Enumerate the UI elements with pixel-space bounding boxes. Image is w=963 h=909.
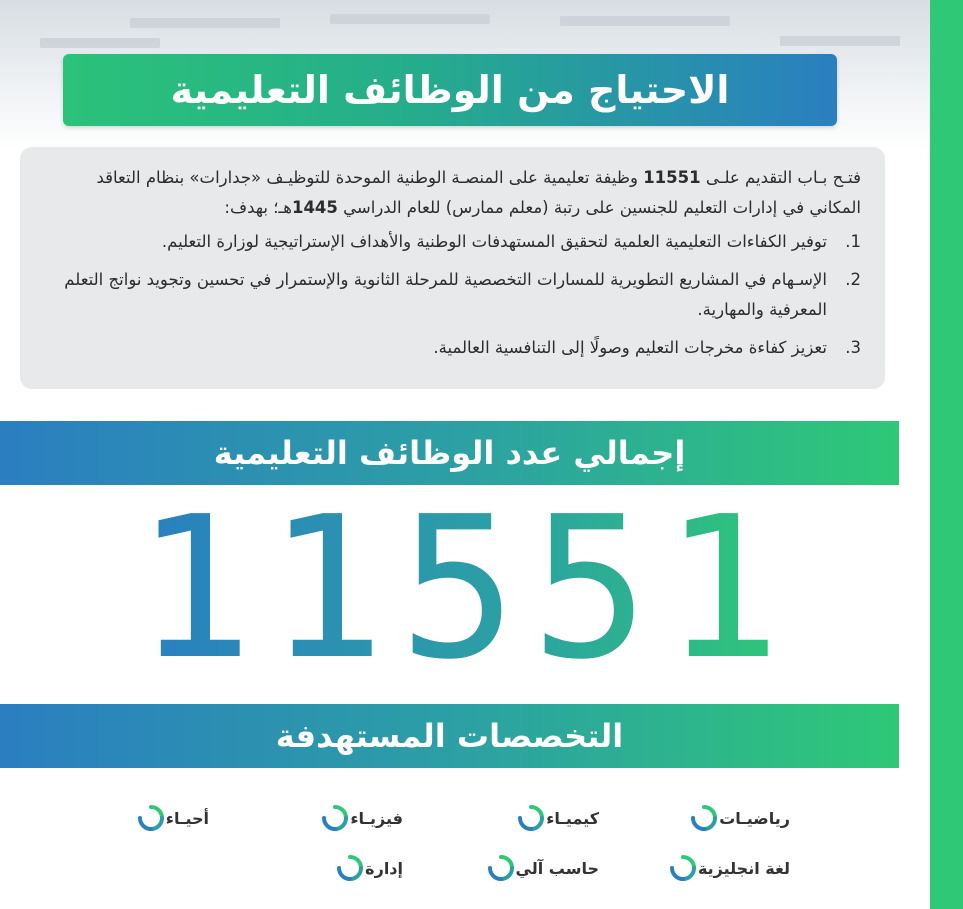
- specialty-label: إدارة: [365, 858, 403, 878]
- list-item: [42, 333, 861, 363]
- specialty-label: لغة انجليزية: [697, 858, 790, 878]
- total-value-display: [0, 475, 930, 703]
- ring-icon: [320, 803, 350, 833]
- ring-icon: [516, 803, 546, 833]
- specialty-label: رياضيـات: [719, 808, 790, 828]
- total-value: 11551: [134, 475, 796, 703]
- desk-shape: [560, 16, 730, 26]
- intro-text: وظيفة تعليمية على المنصـة الوطنية الموحدة للتوظيـف «جدارات» بنظام التعاقد المكاني في إدارات التعليم للجنسين على رتبة (معلم ممارس) للعام الدراسي: [96, 168, 861, 217]
- desk-shape: [130, 18, 280, 28]
- goals-list: [42, 227, 861, 363]
- ring-icon: [486, 853, 516, 883]
- total-value-graphic: [105, 475, 825, 703]
- goal-number: 2.: [845, 270, 861, 289]
- specialty-item-english: [668, 853, 798, 883]
- specialty-label: فيزيـاء: [350, 808, 403, 828]
- total-heading: إجمالي عدد الوظائف التعليمية: [213, 434, 686, 472]
- specialty-item-computer: [486, 853, 607, 883]
- goal-text: توفير الكفاءات التعليمية العلمية لتحقيق المستهدفات الوطنية والأهداف الإستراتيجية لوزارة التعليم.: [161, 232, 827, 251]
- accent-side-bar: [930, 0, 963, 909]
- goal-text: الإسـهام في المشاريع التطويرية للمسارات التخصصية للمرحلة الثانوية والإستمرار في تحسين وتجويد نواتج التعلم المعرفية والمهارية.: [64, 270, 827, 319]
- list-item: [42, 227, 861, 257]
- specialty-item-biology: [136, 803, 217, 833]
- specialty-label: كيميـاء: [546, 808, 599, 828]
- goal-number: 1.: [845, 232, 861, 251]
- intro-count: 11551: [643, 168, 701, 187]
- ring-icon: [689, 803, 719, 833]
- info-card: [20, 147, 885, 389]
- specialty-item-administration: [335, 853, 411, 883]
- ring-icon: [335, 853, 365, 883]
- ring-icon: [136, 803, 166, 833]
- goal-text: تعزيز كفاءة مخرجات التعليم وصولًا إلى التنافسية العالمية.: [433, 338, 827, 357]
- ring-icon: [668, 853, 698, 883]
- desk-shape: [780, 36, 900, 46]
- desk-shape: [40, 38, 160, 48]
- title-banner: [63, 54, 837, 126]
- intro-year: 1445: [291, 198, 338, 217]
- intro-text: فتـح بـاب التقديم علـى: [700, 168, 861, 187]
- specialty-item-physics: [320, 803, 411, 833]
- intro-text: هـ؛ بهدف:: [224, 198, 292, 217]
- desk-shape: [330, 14, 490, 24]
- specialty-label: أحيـاء: [165, 808, 209, 828]
- goal-number: 3.: [845, 338, 861, 357]
- list-item: [42, 265, 861, 325]
- specialties-heading-band: [0, 704, 899, 768]
- intro-paragraph: [42, 163, 861, 223]
- page-title: الاحتياج من الوظائف التعليمية: [170, 68, 730, 112]
- specialty-item-chemistry: [516, 803, 607, 833]
- specialties-heading: التخصصات المستهدفة: [275, 717, 624, 755]
- specialty-item-math: [689, 803, 798, 833]
- specialty-label: حاسب آلي: [515, 858, 599, 878]
